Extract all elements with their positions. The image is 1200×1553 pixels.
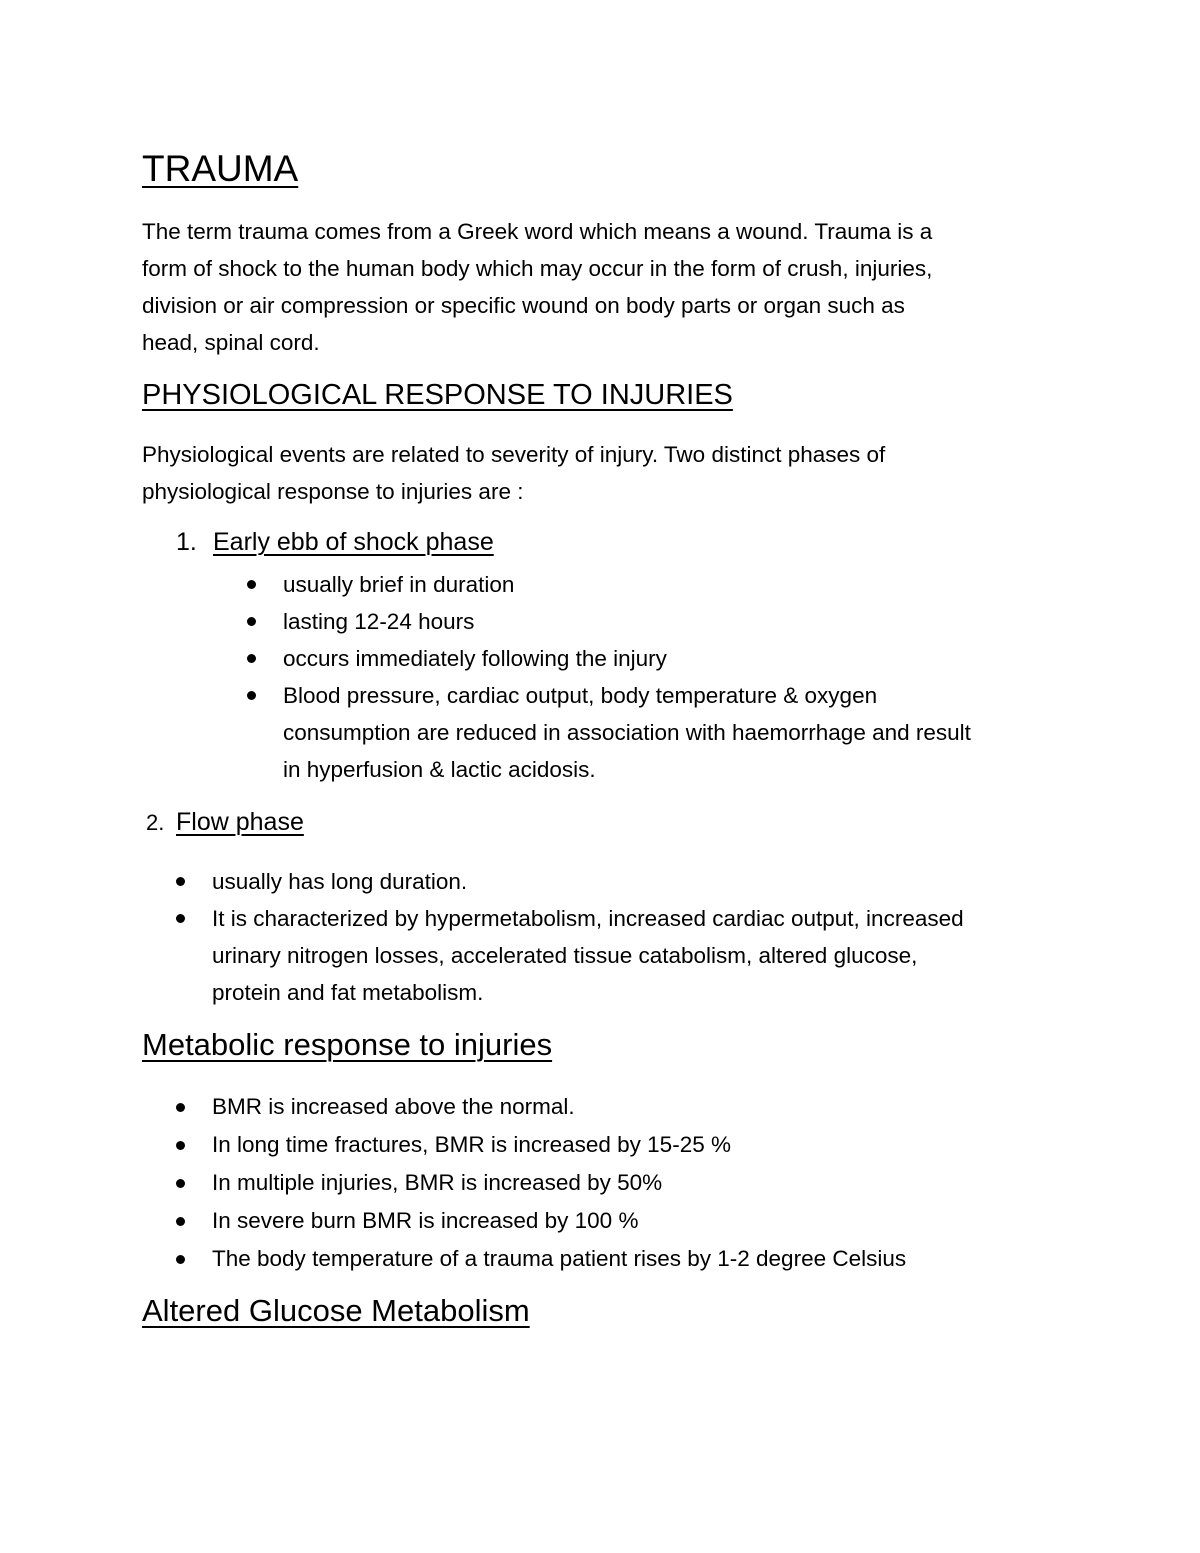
- list-item: BMR is increased above the normal.: [176, 1088, 906, 1126]
- intro-line: The term trauma comes from a Greek word which means a wound. Trauma is a: [142, 219, 933, 244]
- physiological-line: Physiological events are related to severity of injury. Two distinct phases of: [142, 442, 886, 467]
- list-item: It is characterized by hypermetabolism, increased cardiac output, increased urinary nitrogen losses, accelerated tissue catabolism, altered glucose, protein and fat metabolism.: [176, 900, 964, 1011]
- list-item: usually has long duration.: [176, 863, 964, 900]
- list-number: 2.: [146, 810, 165, 835]
- intro-line: form of shock to the human body which may occur in the form of crush, injuries,: [142, 256, 933, 281]
- metabolic-bullet-list: [176, 1088, 906, 1278]
- phase-heading-flow: [146, 808, 304, 837]
- intro-line: division or air compression or specific wound on body parts or organ such as: [142, 293, 905, 318]
- bullet-icon: [247, 691, 256, 700]
- intro-paragraph: [142, 213, 1062, 361]
- bullet-icon: [176, 1255, 185, 1264]
- bullet-icon: [176, 1103, 185, 1112]
- bullet-icon: [176, 914, 185, 923]
- section-heading-glucose: Altered Glucose Metabolism: [142, 1293, 530, 1328]
- list-item: In long time fractures, BMR is increased by 15-25 %: [176, 1126, 906, 1164]
- phase2-bullet-list: [176, 863, 964, 1011]
- list-item: occurs immediately following the injury: [247, 640, 971, 677]
- list-number: 1.: [176, 528, 197, 556]
- bullet-icon: [176, 1217, 185, 1226]
- bullet-icon: [247, 617, 256, 626]
- phase1-bullet-list: [247, 566, 971, 788]
- phase-label: Flow phase: [176, 808, 304, 836]
- intro-line: head, spinal cord.: [142, 330, 320, 355]
- physiological-paragraph: [142, 436, 1062, 510]
- bullet-icon: [247, 654, 256, 663]
- list-item: The body temperature of a trauma patient rises by 1-2 degree Celsius: [176, 1240, 906, 1278]
- list-item: lasting 12-24 hours: [247, 603, 971, 640]
- bullet-icon: [247, 580, 256, 589]
- bullet-icon: [176, 1179, 185, 1188]
- bullet-icon: [176, 877, 185, 886]
- list-item: In multiple injuries, BMR is increased by 50%: [176, 1164, 906, 1202]
- list-item: usually brief in duration: [247, 566, 971, 603]
- section-heading-physiological: PHYSIOLOGICAL RESPONSE TO INJURIES: [142, 379, 733, 411]
- list-item: Blood pressure, cardiac output, body temperature & oxygen consumption are reduced in association with haemorrhage and result in hyperfusion & lactic acidosis.: [247, 677, 971, 788]
- section-heading-metabolic: Metabolic response to injuries: [142, 1027, 553, 1062]
- list-item: In severe burn BMR is increased by 100 %: [176, 1202, 906, 1240]
- page-title: TRAUMA: [142, 148, 299, 189]
- bullet-icon: [176, 1141, 185, 1150]
- phase-heading-early-ebb: [176, 528, 494, 557]
- phase-label: Early ebb of shock phase: [213, 528, 494, 556]
- physiological-line: physiological response to injuries are :: [142, 479, 524, 504]
